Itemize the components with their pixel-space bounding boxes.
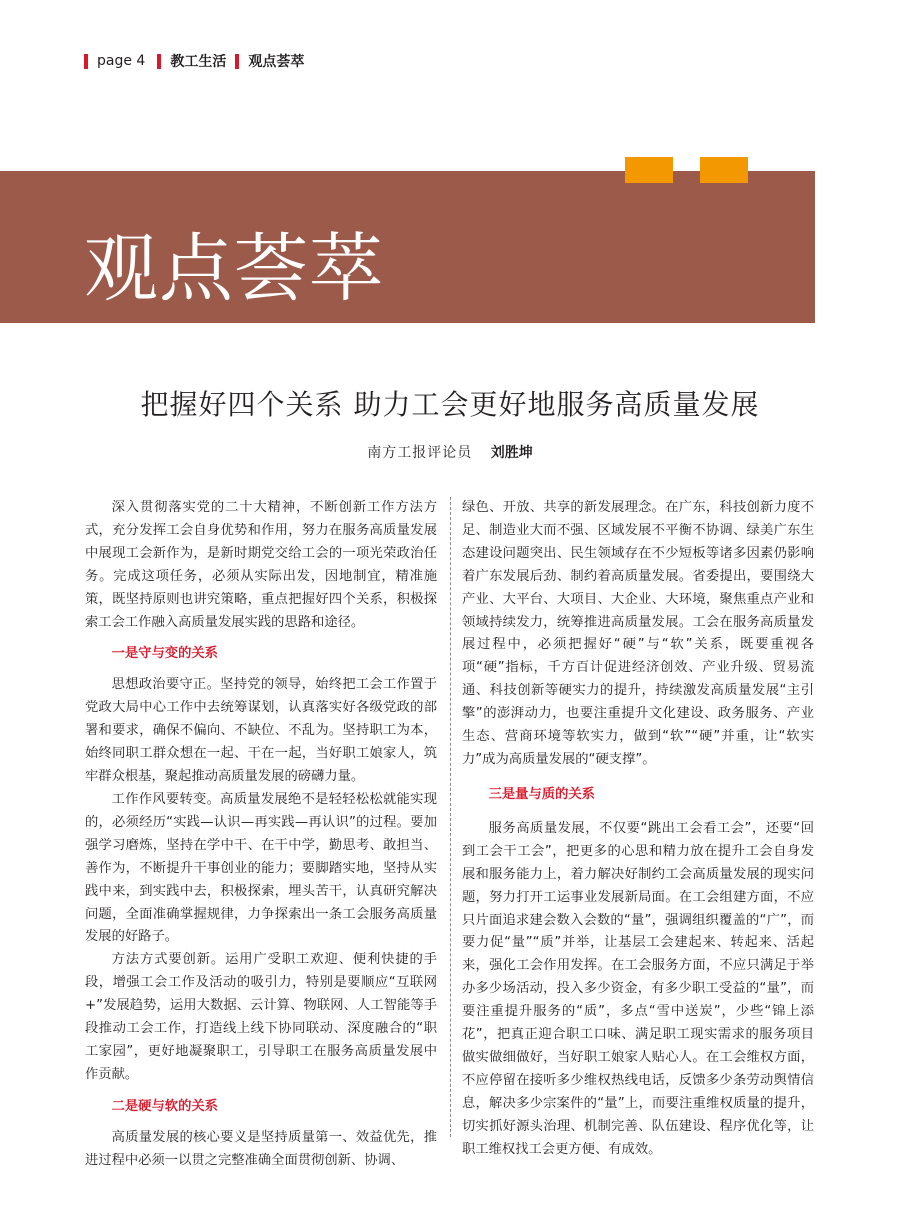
article-headline: 把握好四个关系 助力工会更好地服务高质量发展 [140, 388, 760, 421]
paragraph: 思想政治要守正。坚持党的领导，始终把工会工作置于党政大局中心工作中去统筹谋划，认真落实好各级党政的部署和要求，确保不偏向、不缺位、不乱为。坚持职工为本，始终同职工群众想在一起、干在一起，当好职工娘家人，筑牢群众根基，聚起推动高质量发展的磅礴力量。 [85, 677, 437, 785]
page-header [84, 52, 304, 70]
header-accent-bar [235, 54, 239, 69]
section-heading: 二是硬与软的关系 [111, 1098, 218, 1114]
paragraph: 工作作风要转变。高质量发展绝不是轻轻松松就能实现的，必须经历“实践—认识—再实践—再认识”的过程。要加强学习磨炼，坚持在学中干、在干中学，勤思考、敢担当、善作为，不断提升干事创业的能力；要脚踏实地，坚持从实践中来，到实践中去，积极探索，埋头苦干，认真研究解决问题，全面准确掌握规律，力争探索出一条工会服务高质量发展的好路子。 [85, 791, 437, 945]
byline-role: 南方工报评论员 [367, 445, 473, 461]
section-name: 教工生活 [170, 54, 227, 70]
closing-quote-icon [620, 155, 770, 275]
paragraph: 深入贯彻落实党的二十大精神，不断创新工作方法方式，充分发挥工会自身优势和作用，努力在服务高质量发展中展现工会新作为，是新时期党交给工会的一项光荣政治任务。完成这项任务，必须从实际出发，因地制宜，精准施策，既坚持原则也讲究策略，重点把握好四个关系，积极探索工会工作融入高质量发展实践的思路和途径。 [85, 500, 437, 630]
article-column-right [462, 497, 814, 1161]
page-number: page 4 [97, 53, 146, 69]
column-name: 观点荟萃 [248, 54, 305, 70]
paragraph: 绿色、开放、共享的新发展理念。在广东，科技创新力度不足、制造业大而不强、区域发展不平衡不协调、绿美广东生态建设问题突出、民生领域存在不少短板等诸多因素仍影响着广东发展后劲、制约着高质量发展。省委提出，要围绕大产业、大平台、大项目、大企业、大环境，聚焦重点产业和领域持续发力，统筹推进高质量发展。工会在服务高质量发展过程中，必须把握好“硬”与“软”关系，既要重视各项“硬”指标，千方百计促进经济创效、产业升级、贸易流通、科技创新等硬实力的提升，持续激发高质量发展“主引擎”的澎湃动力，也要注重提升文化建设、政务服务、产业生态、营商环境等软实力，做到“软”“硬”并重，让“软实力”成为高质量发展的“硬支撑”。 [462, 500, 814, 767]
paragraph: 服务高质量发展，不仅要“跳出工会看工会”，还要“回到工会干工会”，把更多的心思和精力放在提升工会自身发展和服务能力上，着力解决好制约工会高质量发展的现实问题，努力打开工运事业发展新局面。在工会组建方面，不应只片面追求建会数入会数的“量”，强调组织覆盖的“广”，而要力促“量”“质”并举，让基层工会建起来、转起来、活起来，强化工会作用发挥。在工会服务方面，不应只满足于举办多少场活动，投入多少资金，有多少职工受益的“量”，而要注重提升服务的“质”，多点“雪中送炭”，少些“锦上添花”，把真正迎合职工口味、满足职工现实需求的服务项目做实做细做好，当好职工娘家人贴心人。在工会维权方面，不应停留在接听多少维权热线电话，反馈多少条劳动舆情信息，解决多少宗案件的“量”上，而要注重维权质量的提升，切实抓好源头治理、机制完善、队伍建设、程序优化等，让职工维权找工会更方便、有成效。 [462, 820, 814, 1157]
section-heading: 三是量与质的关系 [488, 786, 595, 802]
banner-title: 观点荟萃 [84, 226, 384, 312]
article-column-left [85, 497, 437, 1173]
header-accent-bar [157, 54, 161, 69]
column-divider [450, 497, 451, 1137]
header-accent-bar [84, 54, 88, 69]
section-heading: 一是守与变的关系 [111, 646, 218, 662]
paragraph: 高质量发展的核心要义是坚持质量第一、效益优先，推进过程中必须一以贯之完整准确全面贯彻创新、协调、 [85, 1129, 437, 1168]
byline-author: 刘胜坤 [490, 445, 533, 461]
byline [0, 442, 900, 462]
paragraph: 方法方式要创新。运用广受职工欢迎、便利快捷的手段，增强工会工作及活动的吸引力，特别是要顺应“互联网 +”发展趋势，运用大数据、云计算、物联网、人工智能等手段推动工会工作，打造线上线下协同联动、深度融合的“职工家园”，更好地凝聚职工，引导职工在服务高质量发展中作贡献。 [85, 952, 437, 1082]
